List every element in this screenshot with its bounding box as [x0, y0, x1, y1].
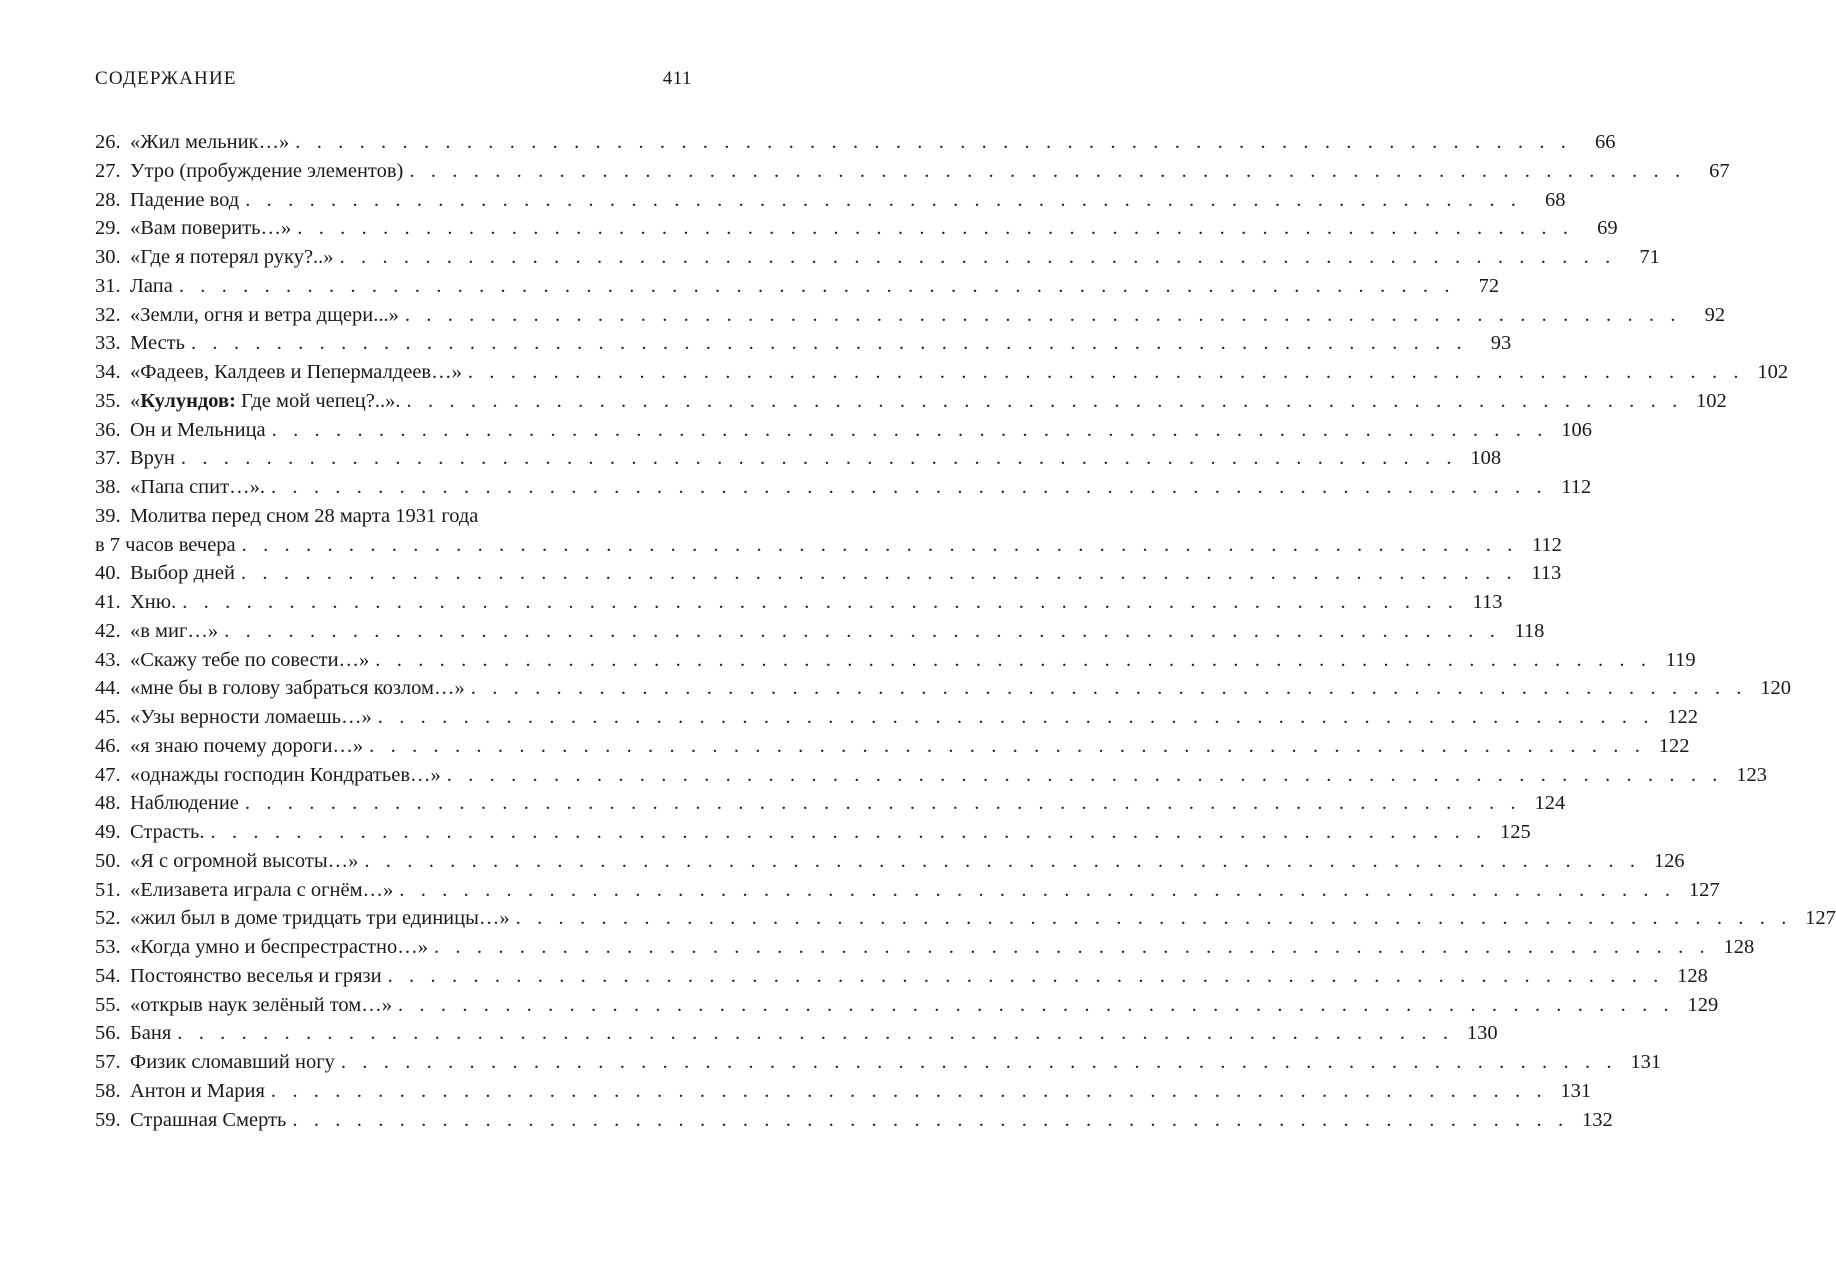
entry-number: 55.: [95, 993, 121, 1016]
toc-entry: [95, 1077, 1592, 1106]
entry-title: «в миг…»: [130, 619, 219, 642]
entry-number: 37.: [95, 447, 121, 470]
dot-leader: . . . . . . . . . . . . . . . . . . . . . . . . . . . . . . . . . . . . . . . . . . . . . . . . . . . . . . . . . . . .: [387, 964, 1664, 987]
table-of-contents: [95, 128, 1836, 1134]
entry-title: Хню.: [130, 591, 177, 613]
entry-number: 57.: [95, 1051, 121, 1073]
title-quote-open: «: [130, 389, 141, 412]
entry-number: 46.: [95, 734, 121, 757]
page-number: 411: [662, 68, 692, 89]
entry-number: 31.: [95, 274, 121, 297]
toc-entry: [95, 761, 1768, 790]
dot-leader: . . . . . . . . . . . . . . . . . . . . . . . . . . . . . . . . . . . . . . . . . . . . . . . . . . . . . . . . . . . .: [295, 131, 1572, 153]
entry-page: 112: [1561, 476, 1592, 498]
entry-page: 108: [1470, 447, 1502, 470]
section-title: СОДЕРЖАНИЕ: [95, 68, 237, 89]
entry-number: 34.: [95, 361, 121, 383]
toc-entry: [95, 617, 1545, 646]
entry-title: Лапа: [130, 274, 173, 297]
entry-page: 113: [1472, 591, 1503, 613]
toc-entry: [95, 818, 1531, 847]
entry-title: «Вам поверить…»: [130, 217, 292, 240]
entry-number: 48.: [95, 792, 121, 815]
entry-page: 118: [1514, 619, 1545, 642]
entry-number: 29.: [95, 217, 121, 240]
entry-title: «Узы верности ломаешь…»: [130, 706, 372, 728]
entry-title: «Папа спит…».: [130, 476, 265, 498]
entry-page: 120: [1760, 677, 1792, 700]
running-header: [95, 68, 692, 98]
toc-entry: [95, 157, 1730, 186]
toc-entry: [95, 904, 1836, 933]
entry-number: 35.: [95, 389, 121, 412]
dot-leader: . . . . . . . . . . . . . . . . . . . . . . . . . . . . . . . . . . . . . . . . . . . . . . . . . . . . . . . . . . . .: [297, 217, 1574, 240]
entry-number: 56.: [95, 1022, 121, 1045]
dot-leader: . . . . . . . . . . . . . . . . . . . . . . . . . . . . . . . . . . . . . . . . . . . . . . . . . . . . . . . . . . . .: [270, 1079, 1548, 1102]
dot-leader: . . . . . . . . . . . . . . . . . . . . . . . . . . . . . . . . . . . . . . . . . . . . . . . . . . . . . . . . . . . .: [244, 792, 1522, 815]
toc-entry: [95, 991, 1719, 1020]
toc-entry: [95, 703, 1699, 732]
entry-title: Антон и Мария: [130, 1079, 265, 1102]
toc-entry: [95, 243, 1660, 272]
entry-page: 130: [1466, 1022, 1498, 1045]
entry-title: «Где я потерял руку?..»: [130, 246, 334, 268]
toc-entry: [95, 674, 1792, 703]
toc-entry: [95, 1048, 1662, 1077]
dot-leader: . . . . . . . . . . . . . . . . . . . . . . . . . . . . . . . . . . . . . . . . . . . . . . . . . . . . . . . . . . . .: [404, 303, 1682, 326]
entry-title: Физик сломавший ногу: [130, 1051, 335, 1073]
entry-page: 119: [1665, 648, 1696, 671]
entry-number: 45.: [95, 706, 121, 728]
entry-number: 59.: [95, 1108, 121, 1131]
entry-number: 33.: [95, 332, 121, 355]
entry-title: «Скажу тебе по совести…»: [130, 648, 370, 671]
entry-page: 102: [1757, 361, 1789, 383]
entry-page: 125: [1500, 821, 1531, 843]
dot-leader: . . . . . . . . . . . . . . . . . . . . . . . . . . . . . . . . . . . . . . . . . . . . . . . . . . . . . . . . . . . .: [180, 447, 1458, 470]
toc-entry: [95, 847, 1685, 876]
dot-leader: . . . . . . . . . . . . . . . . . . . . . . . . . . . . . . . . . . . . . . . . . . . . . . . . . . . . . . . . . . . .: [406, 389, 1683, 412]
dot-leader: . . . . . . . . . . . . . . . . . . . . . . . . . . . . . . . . . . . . . . . . . . . . . . . . . . . . . . . . . . . .: [339, 246, 1616, 268]
entry-title: Наблюдение: [130, 792, 239, 815]
toc-entry: [95, 329, 1512, 358]
entry-number: 53.: [95, 936, 121, 958]
toc-entry: [95, 933, 1755, 962]
entry-page: 123: [1736, 763, 1768, 786]
toc-entry: [95, 646, 1696, 675]
entry-page: 128: [1723, 936, 1755, 958]
dot-leader: . . . . . . . . . . . . . . . . . . . . . . . . . . . . . . . . . . . . . . . . . . . . . . . . . . . . . . . . . . . .: [210, 821, 1487, 843]
dot-leader: . . . . . . . . . . . . . . . . . . . . . . . . . . . . . . . . . . . . . . . . . . . . . . . . . . . . . . . . . . . .: [470, 677, 1748, 700]
dot-leader: . . . . . . . . . . . . . . . . . . . . . . . . . . . . . . . . . . . . . . . . . . . . . . . . . . . . . . . . . . . .: [369, 734, 1646, 757]
entry-number: 26.: [95, 131, 121, 153]
entry-title: Месть: [130, 332, 185, 355]
toc-entry: [95, 416, 1592, 445]
dot-leader: . . . . . . . . . . . . . . . . . . . . . . . . . . . . . . . . . . . . . . . . . . . . . . . . . . . . . . . . . . . .: [190, 332, 1468, 355]
toc-entry: [95, 301, 1726, 330]
toc-entry: [95, 186, 1566, 215]
toc-entry: [95, 358, 1789, 387]
entry-title: [130, 387, 401, 416]
title-remainder: Где мой чепец?..».: [235, 389, 401, 412]
entry-page: 129: [1687, 993, 1719, 1016]
entry-number: 41.: [95, 591, 121, 613]
entry-page: 122: [1667, 706, 1699, 728]
dot-leader: . . . . . . . . . . . . . . . . . . . . . . . . . . . . . . . . . . . . . . . . . . . . . . . . . . . . . . . . . . . .: [364, 849, 1641, 872]
entry-number: 36.: [95, 418, 121, 441]
toc-entry: [95, 444, 1502, 473]
toc-entry: [95, 588, 1503, 617]
entry-page: 102: [1696, 389, 1727, 412]
entry-title: «однажды господин Кондратьев…»: [130, 763, 441, 786]
entry-page: 131: [1560, 1079, 1592, 1102]
entry-title: Баня: [130, 1022, 172, 1045]
entry-page: 122: [1658, 734, 1690, 757]
toc-entry: [95, 559, 1562, 588]
dot-leader: . . . . . . . . . . . . . . . . . . . . . . . . . . . . . . . . . . . . . . . . . . . . . . . . . . . . . . . . . . . .: [515, 907, 1792, 930]
dot-leader: . . . . . . . . . . . . . . . . . . . . . . . . . . . . . . . . . . . . . . . . . . . . . . . . . . . . . . . . . . . .: [375, 648, 1652, 671]
entry-number: 51.: [95, 878, 121, 901]
entry-title: Падение вод: [130, 188, 240, 211]
dot-leader: . . . . . . . . . . . . . . . . . . . . . . . . . . . . . . . . . . . . . . . . . . . . . . . . . . . . . . . . . . . .: [399, 878, 1676, 901]
entry-title: Выбор дней: [130, 562, 235, 585]
entry-title: Он и Мельница: [130, 418, 266, 441]
entry-title: «я знаю почему дороги…»: [130, 734, 364, 757]
entry-title: «жил был в доме тридцать три единицы…»: [130, 907, 510, 930]
entry-number: 54.: [95, 964, 121, 987]
entry-title: Страшная Смерть: [130, 1108, 287, 1131]
entry-page: 113: [1531, 562, 1562, 585]
entry-title: «Я с огромной высоты…»: [130, 849, 359, 872]
dot-leader: . . . . . . . . . . . . . . . . . . . . . . . . . . . . . . . . . . . . . . . . . . . . . . . . . . . . . . . . . . . .: [271, 418, 1548, 441]
dot-leader: . . . . . . . . . . . . . . . . . . . . . . . . . . . . . . . . . . . . . . . . . . . . . . . . . . . . . . . . . . . .: [340, 1051, 1618, 1073]
entry-page: 127: [1688, 878, 1720, 901]
entry-title-continuation: в 7 часов вечера: [95, 533, 236, 556]
dot-leader: . . . . . . . . . . . . . . . . . . . . . . . . . . . . . . . . . . . . . . . . . . . . . . . . . . . . . . . . . . . .: [292, 1108, 1569, 1131]
dot-leader: . . . . . . . . . . . . . . . . . . . . . . . . . . . . . . . . . . . . . . . . . . . . . . . . . . . . . . . . . . . .: [467, 361, 1745, 383]
entry-page: 127: [1805, 907, 1836, 930]
entry-title: Молитва перед сном 28 марта 1931 года: [130, 504, 479, 527]
entry-page: 124: [1534, 792, 1566, 815]
entry-title: «Земли, огня и ветра дщери...»: [130, 303, 399, 326]
dot-leader: . . . . . . . . . . . . . . . . . . . . . . . . . . . . . . . . . . . . . . . . . . . . . . . . . . . . . . . . . . . .: [245, 188, 1522, 211]
entry-number: 42.: [95, 619, 121, 642]
entry-page: 72: [1478, 274, 1500, 297]
toc-entry-second-line: [95, 531, 1562, 560]
toc-entry: [95, 962, 1708, 991]
entry-page: 69: [1597, 217, 1618, 240]
entry-title: «Елизавета играла с огнём…»: [130, 878, 394, 901]
dot-leader: . . . . . . . . . . . . . . . . . . . . . . . . . . . . . . . . . . . . . . . . . . . . . . . . . . . . . . . . . . . .: [397, 993, 1675, 1016]
entry-number: 50.: [95, 849, 121, 872]
entry-number: 43.: [95, 648, 121, 671]
entry-title: «Жил мельник…»: [130, 131, 290, 153]
entry-page: 128: [1677, 964, 1708, 987]
dot-leader: . . . . . . . . . . . . . . . . . . . . . . . . . . . . . . . . . . . . . . . . . . . . . . . . . . . . . . . . . . . .: [446, 763, 1724, 786]
speaker-name: Кулундов:: [140, 389, 236, 412]
toc-entry: [95, 387, 1727, 416]
entry-number: 52.: [95, 907, 121, 930]
entry-page: 106: [1561, 418, 1592, 441]
toc-entry-first-line: [95, 502, 692, 531]
dot-leader: . . . . . . . . . . . . . . . . . . . . . . . . . . . . . . . . . . . . . . . . . . . . . . . . . . . . . . . . . . . .: [182, 591, 1459, 613]
entry-number: 30.: [95, 246, 121, 268]
dot-leader: . . . . . . . . . . . . . . . . . . . . . . . . . . . . . . . . . . . . . . . . . . . . . . . . . . . . . . . . . . . .: [241, 533, 1518, 556]
entry-page: 131: [1630, 1051, 1662, 1073]
entry-number: 58.: [95, 1079, 121, 1102]
entry-page: 68: [1545, 188, 1566, 211]
dot-leader: . . . . . . . . . . . . . . . . . . . . . . . . . . . . . . . . . . . . . . . . . . . . . . . . . . . . . . . . . . . .: [224, 619, 1501, 642]
entry-title: Утро (пробуждение элементов): [130, 159, 404, 182]
dot-leader: . . . . . . . . . . . . . . . . . . . . . . . . . . . . . . . . . . . . . . . . . . . . . . . . . . . . . . . . . . . .: [240, 562, 1518, 585]
toc-entry: [95, 272, 1500, 301]
toc-entry: [95, 473, 1592, 502]
entry-page: 132: [1581, 1108, 1613, 1131]
entry-title: «Фадеев, Калдеев и Пепермалдеев…»: [130, 361, 462, 383]
dot-leader: . . . . . . . . . . . . . . . . . . . . . . . . . . . . . . . . . . . . . . . . . . . . . . . . . . . . . . . . . . . .: [377, 706, 1655, 728]
entry-number: 27.: [95, 159, 121, 182]
toc-entry: [95, 732, 1690, 761]
entry-title: «открыв наук зелёный том…»: [130, 993, 392, 1016]
entry-number: 40.: [95, 562, 121, 585]
entry-page: 93: [1490, 332, 1512, 355]
toc-entry: [95, 876, 1720, 905]
dot-leader: . . . . . . . . . . . . . . . . . . . . . . . . . . . . . . . . . . . . . . . . . . . . . . . . . . . . . . . . . . . .: [433, 936, 1711, 958]
entry-number: 38.: [95, 476, 121, 498]
entry-title: «Когда умно и беспрестрастно…»: [130, 936, 428, 958]
toc-entry: [95, 1106, 1613, 1135]
entry-number: 28.: [95, 188, 121, 211]
toc-entry: [95, 128, 1616, 157]
entry-page: 126: [1653, 849, 1685, 872]
entry-page: 92: [1704, 303, 1726, 326]
entry-number: 39.: [95, 504, 121, 527]
dot-leader: . . . . . . . . . . . . . . . . . . . . . . . . . . . . . . . . . . . . . . . . . . . . . . . . . . . . . . . . . . . .: [177, 1022, 1454, 1045]
entry-title: Врун: [130, 447, 175, 470]
toc-entry: [95, 1019, 1498, 1048]
dot-leader: . . . . . . . . . . . . . . . . . . . . . . . . . . . . . . . . . . . . . . . . . . . . . . . . . . . . . . . . . . . .: [270, 476, 1548, 498]
entry-page: 66: [1595, 131, 1616, 153]
entry-title: «мне бы в голову забраться козлом…»: [130, 677, 465, 700]
entry-number: 44.: [95, 677, 121, 700]
dot-leader: . . . . . . . . . . . . . . . . . . . . . . . . . . . . . . . . . . . . . . . . . . . . . . . . . . . . . . . . . . . .: [178, 274, 1456, 297]
entry-page: 112: [1531, 533, 1562, 556]
entry-number: 32.: [95, 303, 121, 326]
toc-entry: [95, 214, 1618, 243]
entry-page: 67: [1709, 159, 1730, 182]
entry-title: Страсть.: [130, 821, 205, 843]
dot-leader: . . . . . . . . . . . . . . . . . . . . . . . . . . . . . . . . . . . . . . . . . . . . . . . . . . . . . . . . . . . .: [409, 159, 1686, 182]
toc-entry: [95, 789, 1566, 818]
entry-number: 49.: [95, 821, 121, 843]
entry-page: 71: [1639, 246, 1660, 268]
entry-number: 47.: [95, 763, 121, 786]
entry-title: Постоянство веселья и грязи: [130, 964, 382, 987]
